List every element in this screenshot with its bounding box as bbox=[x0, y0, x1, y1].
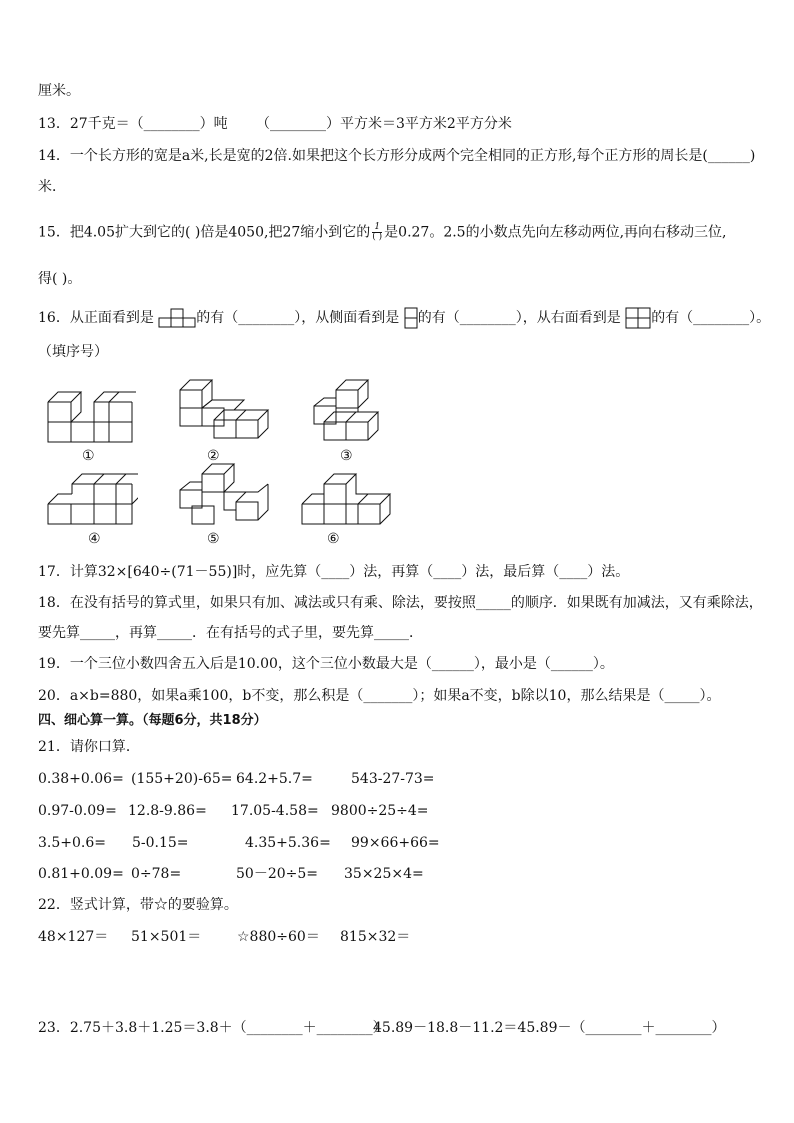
vertical-calc-1: 48×127＝ bbox=[38, 929, 109, 945]
oral-r4-c2: 0÷78= bbox=[131, 866, 182, 882]
figure-label-2: ② bbox=[207, 448, 220, 464]
vertical-calc-4: 815×32＝ bbox=[340, 929, 411, 945]
q20: 20．a×b=880，如果a乘100，b不变，那么积是（_______）；如果a不变，b除以10，那么结果是（_____）。 bbox=[38, 688, 721, 704]
q22: 22．竖式计算，带☆的要验算。 bbox=[38, 897, 238, 913]
q16-text-d: 的有（________）。 bbox=[651, 310, 771, 326]
q18-line2: 要先算_____，再算_____．在有括号的式子里，要先算_____． bbox=[38, 625, 423, 641]
q15-fraction bbox=[372, 223, 382, 242]
cube-figure-5 bbox=[178, 462, 270, 528]
right-view-icon bbox=[625, 307, 651, 329]
vertical-calc-2: 51×501＝ bbox=[131, 929, 202, 945]
oral-r3-c3: 4.35+5.36= bbox=[245, 835, 331, 851]
q19: 19．一个三位小数四舍五入后是10.00，这个三位小数最大是（______），最小是（______）。 bbox=[38, 656, 614, 672]
cube-figure-6 bbox=[300, 468, 392, 528]
cube-figure-2 bbox=[178, 378, 270, 444]
vertical-calc-3: ☆880÷60＝ bbox=[237, 929, 320, 945]
oral-r1-c2: (155+20)-65= bbox=[131, 771, 233, 787]
oral-r1-c4: 543-27-73= bbox=[351, 771, 435, 787]
figure-label-5: ⑤ bbox=[207, 531, 220, 547]
cube-figure-3 bbox=[312, 378, 392, 444]
q16-text-c: 的有（________），从右面看到是 bbox=[417, 310, 621, 326]
section-4-heading: 四、细心算一算。（每题6分，共18分） bbox=[38, 713, 267, 728]
q16-text-a: 16．从正面看到是 bbox=[38, 310, 154, 326]
prev-line-tail: 厘米。 bbox=[38, 83, 80, 99]
figure-label-1: ① bbox=[82, 448, 95, 464]
front-view-icon bbox=[158, 308, 196, 328]
oral-r4-c4: 35×25×4= bbox=[344, 866, 424, 882]
q15-text-a: 15．把4.05扩大到它的( )倍是4050,把27缩小到它的 bbox=[38, 224, 371, 241]
q16-line1 bbox=[38, 307, 770, 329]
oral-r3-c2: 5-0.15= bbox=[132, 835, 189, 851]
oral-r4-c1: 0.81+0.09= bbox=[38, 866, 124, 882]
q23-part-b: 45.89－18.8－11.2＝45.89－（________＋________） bbox=[373, 1020, 726, 1036]
oral-r2-c3: 17.05-4.58= bbox=[231, 803, 319, 819]
side-view-icon bbox=[404, 307, 418, 329]
oral-r4-c3: 50－20÷5= bbox=[236, 866, 318, 882]
q21: 21．请你口算． bbox=[38, 739, 140, 755]
oral-r1-c1: 0.38+0.06= bbox=[38, 771, 124, 787]
q15-text-b: 是0.27。2.5的小数点先向左移动两位,再向右移动三位, bbox=[384, 224, 727, 241]
q15-fraction-den: ( ) bbox=[372, 232, 383, 242]
q16-fill-hint: （填序号） bbox=[38, 344, 108, 360]
oral-r2-c1: 0.97-0.09= bbox=[38, 803, 117, 819]
oral-r2-c4: 9800÷25÷4= bbox=[331, 803, 429, 819]
q14-line1: 14．一个长方形的宽是a米,长是宽的2倍.如果把这个长方形分成两个完全相同的正方形,每个正方形的周长是(______) bbox=[38, 148, 756, 164]
q17: 17．计算32×[640÷(71－55)]时，应先算（____）法，再算（____）法，最后算（____）法。 bbox=[38, 564, 630, 580]
q13-part-a: 13．27千克＝（________）吨 bbox=[38, 116, 228, 132]
q13-part-b: （________）平方米＝3平方米2平方分米 bbox=[256, 116, 512, 132]
q15-line1 bbox=[38, 223, 727, 242]
oral-r3-c1: 3.5+0.6= bbox=[38, 835, 106, 851]
q16-text-b: 的有（________），从侧面看到是 bbox=[196, 310, 400, 326]
oral-r1-c3: 64.2+5.7= bbox=[236, 771, 313, 787]
oral-r3-c4: 99×66+66= bbox=[351, 835, 440, 851]
oral-r2-c2: 12.8-9.86= bbox=[128, 803, 207, 819]
q18-line1: 18．在没有括号的算式里，如果只有加、减法或只有乘、除法，要按照_____的顺序．如果既有加减法，又有乘除法， bbox=[38, 595, 763, 611]
figure-label-6: ⑥ bbox=[327, 531, 340, 547]
q15-fraction-num: 1 bbox=[372, 223, 382, 233]
cube-figure-1 bbox=[46, 380, 136, 444]
q14-line2: 米． bbox=[38, 179, 66, 195]
figure-label-4: ④ bbox=[88, 531, 101, 547]
q23-part-a: 23．2.75＋3.8＋1.25＝3.8＋（________＋________） bbox=[38, 1020, 387, 1036]
figure-label-3: ③ bbox=[340, 448, 353, 464]
cube-figure-4 bbox=[46, 470, 138, 528]
q15-line2: 得( )。 bbox=[38, 271, 82, 287]
